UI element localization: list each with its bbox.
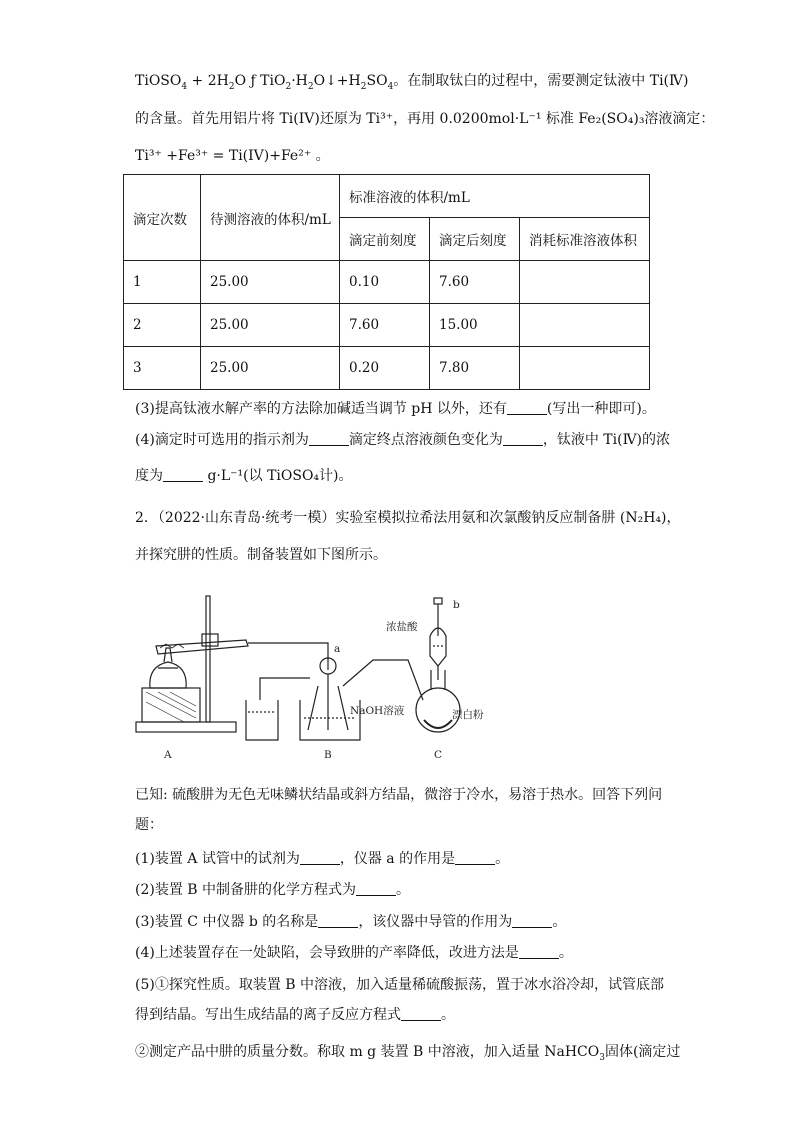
header-count: 滴定次数 [124, 175, 201, 261]
answer-blank[interactable] [318, 913, 358, 928]
answer-blank[interactable] [519, 944, 559, 959]
caption-a: A [164, 749, 172, 761]
answer-blank[interactable] [356, 881, 396, 896]
answer-blank[interactable] [309, 431, 349, 446]
known-line: 已知: 硫酸肼为无色无味鳞状结晶或斜方结晶，微溶于冷水，易溶于热水。回答下列问 [135, 787, 663, 803]
caption-c: C [434, 749, 443, 761]
problem-2-intro: 并探究肼的性质。制备装置如下图所示。 [135, 547, 387, 563]
answer-blank[interactable] [300, 850, 340, 865]
equation-line-3: Ti³⁺ +Fe³⁺ = Ti(IV)+Fe²⁺ 。 [135, 148, 330, 164]
apparatus-figure [128, 590, 488, 770]
beaker [246, 700, 278, 740]
problem-2-title: 2．（2022·山东青岛·统考一模）实验室模拟拉希法用氨和次氯酸钠反应制备肼 (N₂H₄)， [135, 510, 681, 526]
titration-table [123, 174, 650, 390]
answer-blank[interactable] [455, 850, 495, 865]
delivery-tube [248, 643, 328, 670]
sub-question-1: (1)装置 A 试管中的试剂为 ，仪器 a 的作用是 。 [135, 851, 510, 867]
sub-question-4: (4)上述装置存在一处缺陷，会导致肼的产率降低，改进方法是 。 [135, 945, 573, 961]
question-4-cont: 度为 g·L⁻¹(以 TiOSO₄计)。 [135, 468, 353, 484]
answer-blank[interactable] [503, 431, 543, 446]
question-4: (4)滴定时可选用的指示剂为 滴定终点溶液颜色变化为 ，钛液中 Ti(Ⅳ)的浓 [135, 432, 671, 448]
header-standard: 标准溶液的体积/mL [340, 175, 650, 218]
sub-question-2: (2)装置 B 中制备肼的化学方程式为 。 [135, 882, 411, 898]
answer-blank[interactable] [512, 913, 552, 928]
label-bleach: 漂白粉 [452, 709, 484, 721]
equation-line-1: TiOSO$_4$ + $2H_2O$ ƒ $TiO_2\cdot H_2O↓+H_2SO_4$。在制取钛白的过程中，需要测定钛液中 Ti(Ⅳ) [135, 73, 689, 92]
stand-rod [206, 596, 210, 722]
table-row: 2 25.00 7.60 15.00 [124, 304, 650, 347]
label-a: a [334, 643, 341, 655]
header-consumed: 消耗标准溶液体积 [520, 218, 650, 261]
table-row: 1 25.00 0.10 7.60 [124, 261, 650, 304]
label-b: b [453, 599, 460, 611]
alcohol-lamp [150, 662, 186, 688]
sub-question-5-2: ②测定产品中肼的质量分数。称取 m g 装置 B 中溶液，加入适量 NaHCO$_3$固体(滴定过 [135, 1044, 681, 1063]
header-volume: 待测溶液的体积/mL [201, 175, 340, 261]
connecting-tube [343, 660, 423, 700]
question-3: (3)提高钛液水解产率的方法除加碱适当调节 pH 以外，还有 (写出一种即可)。 [135, 401, 656, 417]
text-line-2: 的含量。首先用铝片将 Ti(IV)还原为 Ti³⁺，再用 0.0200mol·L⁻¹ 标准 Fe₂(SO₄)₃溶液滴定： [135, 111, 715, 127]
header-after: 滴定后刻度 [430, 218, 520, 261]
sub-question-5-cont: 得到结晶。写出生成结晶的离子反应方程式 。 [135, 1007, 455, 1023]
known-line-cont: 题： [135, 817, 163, 833]
stand-base [136, 722, 236, 732]
label-naoh: NaOH溶液 [350, 705, 405, 717]
answer-blank[interactable] [163, 467, 203, 482]
answer-blank[interactable] [507, 400, 547, 415]
sub-question-3: (3)装置 C 中仪器 b 的名称是 ，该仪器中导管的作用为 。 [135, 914, 567, 930]
caption-b: B [324, 749, 332, 761]
label-hcl: 浓盐酸 [386, 621, 418, 633]
sub-question-5: (5)①探究性质。取装置 B 中溶液，加入适量稀硫酸振荡，置于冰水浴冷却，试管底部 [135, 977, 665, 993]
header-before: 滴定前刻度 [340, 218, 430, 261]
table-row: 3 25.00 0.20 7.80 [124, 347, 650, 390]
answer-blank[interactable] [401, 1006, 441, 1021]
